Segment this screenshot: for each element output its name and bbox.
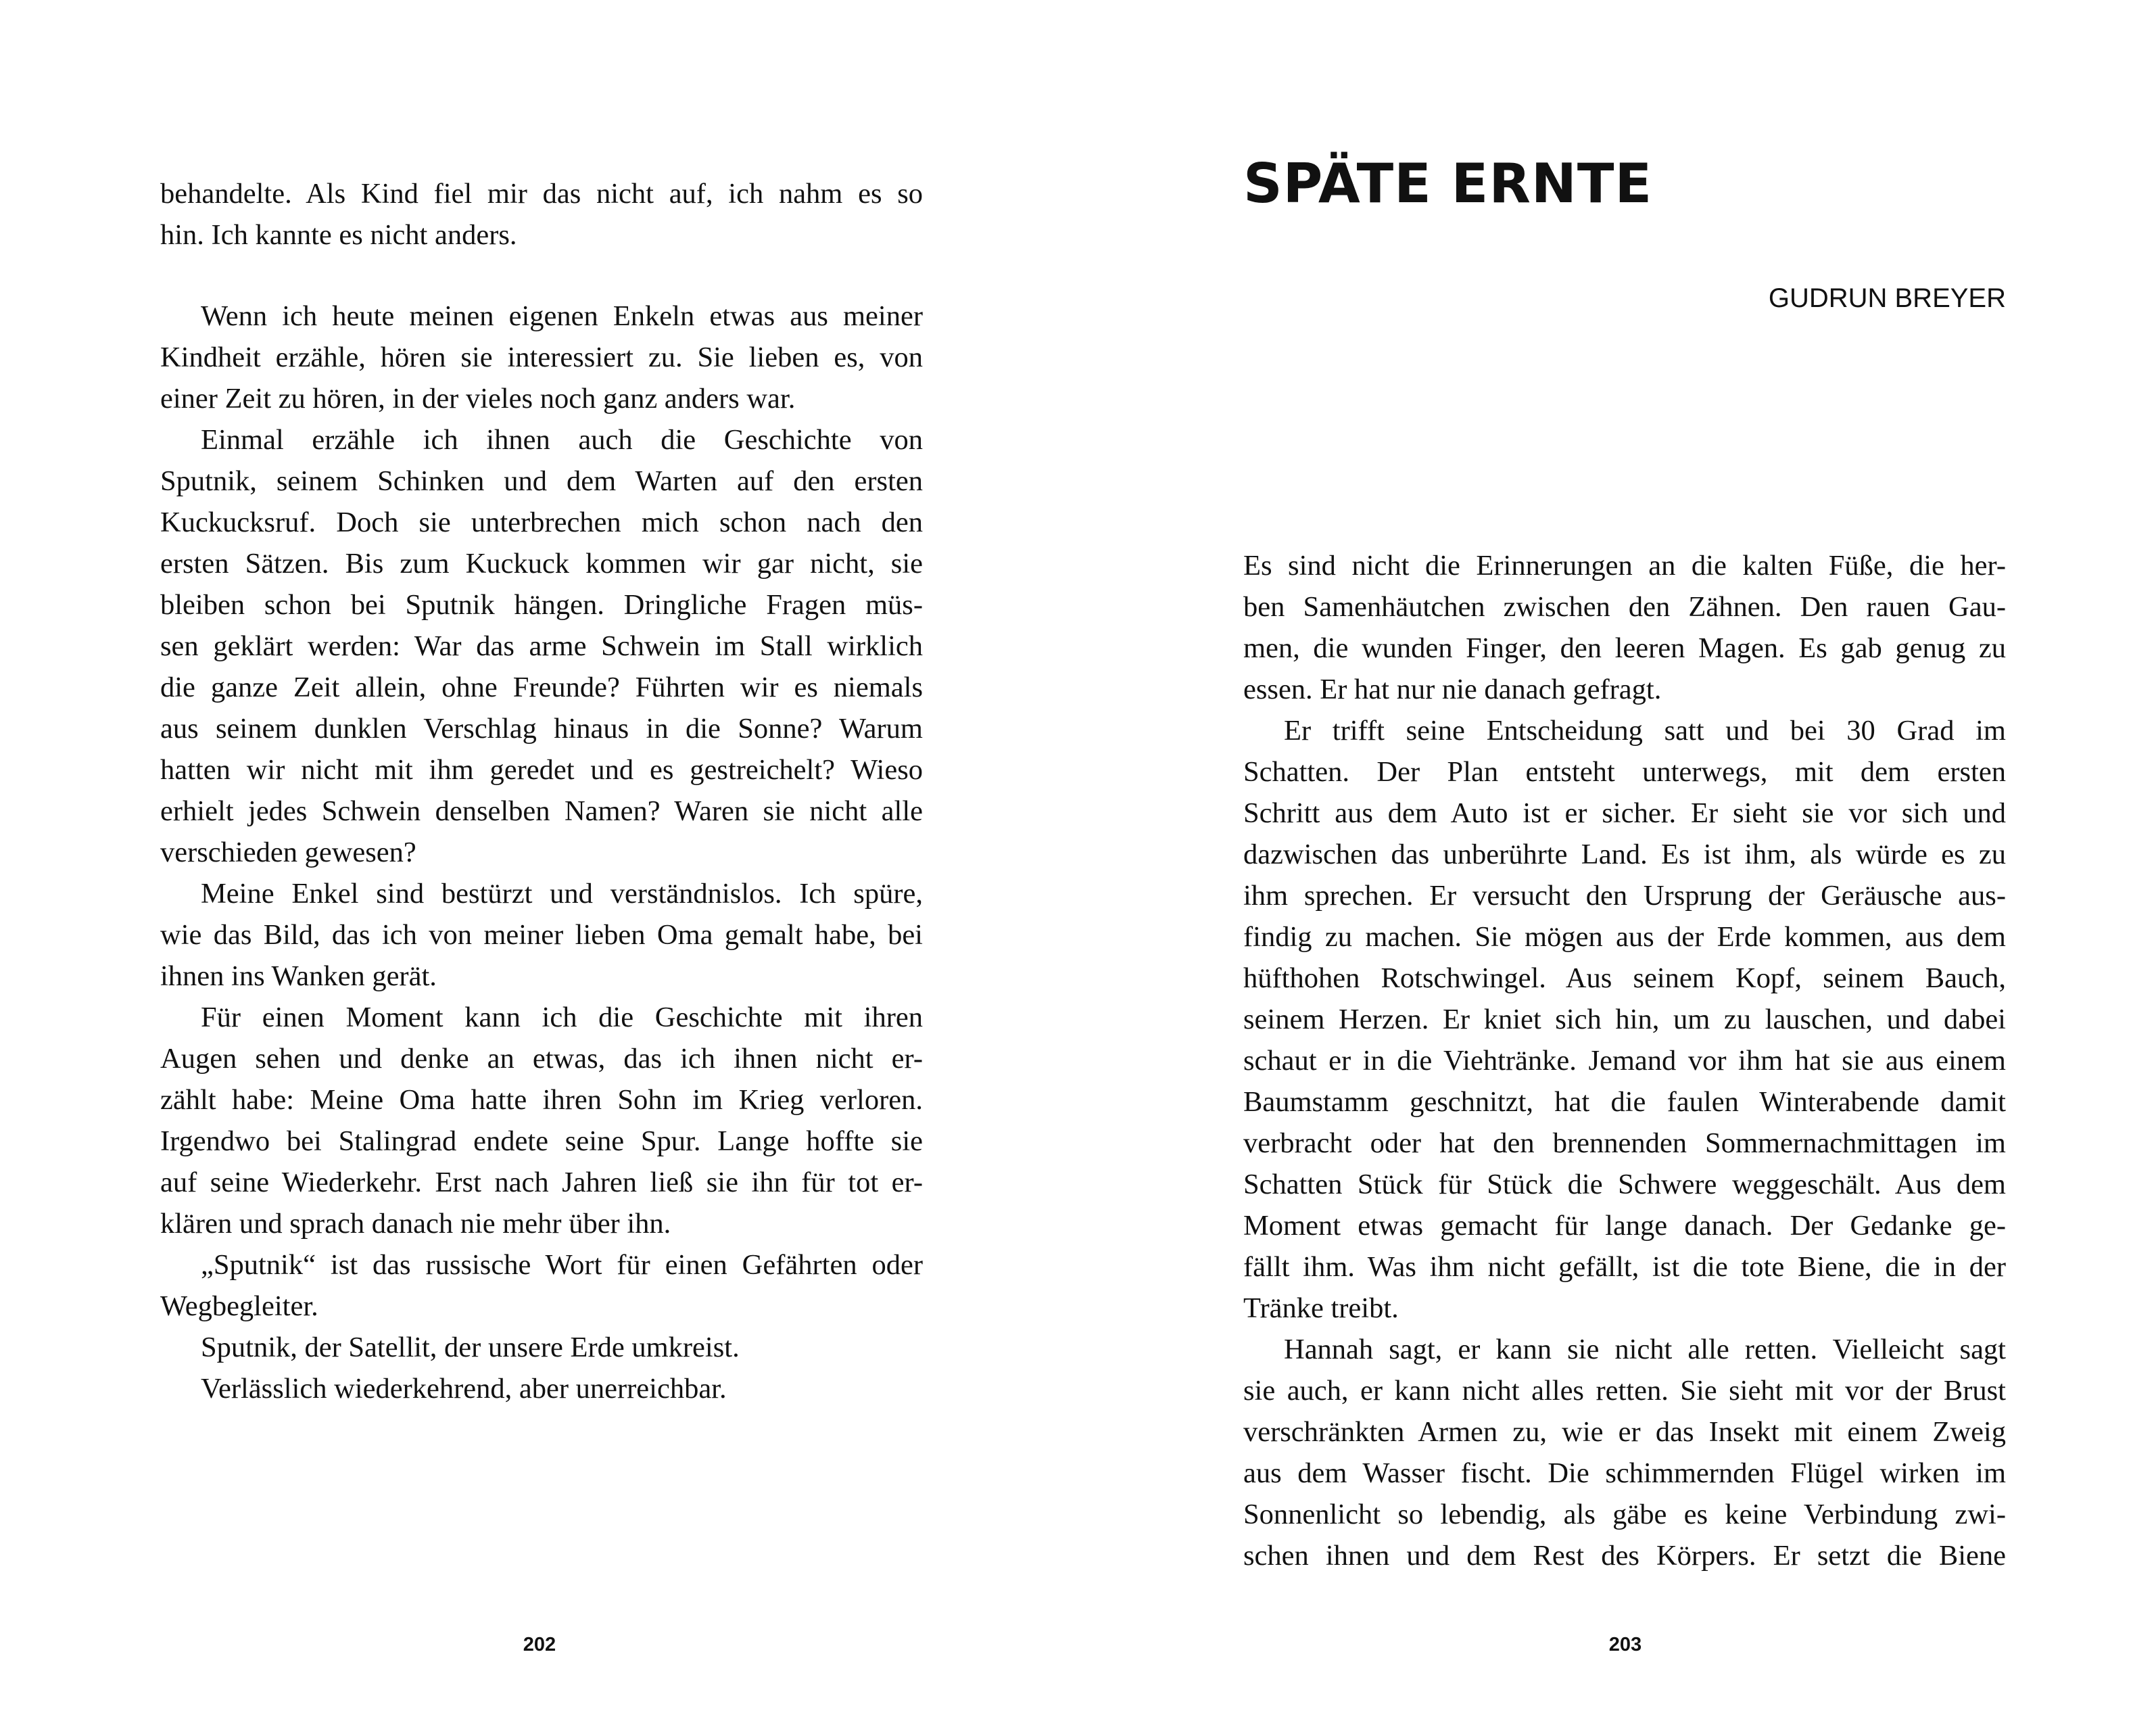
text-line: Sputnik, seinem Schinken und dem Warten auf den ersten — [160, 465, 923, 497]
text-line: schen ihnen und dem Rest des Körpers. Er setzt die Biene — [1243, 1540, 2006, 1572]
text-line: ben Samenhäutchen zwischen den Zähnen. Den rauen Gau- — [1243, 591, 2006, 623]
left-page-body-text — [160, 173, 923, 1409]
text-line: Irgendwo bei Stalingrad endete seine Spur. Lange hoffte sie — [160, 1125, 923, 1157]
text-line: Baumstamm geschnitzt, hat die faulen Winterabende damit — [1243, 1086, 2006, 1118]
text-line: Schatten. Der Plan entsteht unterwegs, mit dem ersten — [1243, 756, 2006, 788]
text-line: Einmal erzähle ich ihnen auch die Geschichte von — [201, 424, 923, 456]
text-line: ihm sprechen. Er versucht den Ursprung der Geräusche aus- — [1243, 880, 2006, 912]
paragraph — [160, 1244, 923, 1327]
text-line: auf seine Wiederkehr. Erst nach Jahren ließ sie ihn für tot er- — [160, 1167, 923, 1198]
section-break — [160, 256, 923, 296]
paragraph — [160, 873, 923, 997]
text-line: Augen sehen und denke an etwas, das ich ihnen nicht er- — [160, 1043, 923, 1075]
text-line: ersten Sätzen. Bis zum Kuckuck kommen wir gar nicht, sie — [160, 548, 923, 580]
paragraph — [160, 1327, 923, 1368]
text-line: Moment etwas gemacht für lange danach. Der Gedanke ge- — [1243, 1210, 2006, 1242]
text-line: erhielt jedes Schwein denselben Namen? Waren sie nicht alle — [160, 795, 923, 827]
paragraph — [1243, 1329, 2006, 1576]
text-line: Kindheit erzähle, hören sie interessiert zu. Sie lieben es, von — [160, 342, 923, 373]
text-line: zählt habe: Meine Oma hatte ihren Sohn im Krieg verloren. — [160, 1084, 923, 1116]
text-line: einer Zeit zu hören, in der vieles noch ganz anders war. — [160, 383, 796, 415]
text-line: „Sputnik“ ist das russische Wort für einen Gefährten oder — [201, 1249, 923, 1281]
text-line: hüfthohen Rotschwingel. Aus seinem Kopf, seinem Bauch, — [1243, 962, 2006, 994]
text-line: hatten wir nicht mit ihm geredet und es gestreichelt? Wieso — [160, 754, 923, 786]
paragraph — [160, 296, 923, 419]
paragraph — [1243, 545, 2006, 710]
chapter-author: GUDRUN BREYER — [1768, 283, 2006, 313]
text-line: Wegbegleiter. — [160, 1290, 318, 1322]
text-line: seinem Herzen. Er kniet sich hin, um zu lauschen, und dabei — [1243, 1004, 2006, 1035]
paragraph — [160, 173, 923, 256]
text-line: schaut er in die Viehtränke. Jemand vor ihm hat sie aus einem — [1243, 1045, 2006, 1077]
paragraph — [160, 997, 923, 1244]
text-line: Für einen Moment kann ich die Geschichte mit ihren — [201, 1002, 923, 1033]
text-line: verbracht oder hat den brennenden Sommernachmittagen im — [1243, 1127, 2006, 1159]
right-page — [1078, 0, 2155, 1717]
text-line: findig zu machen. Sie mögen aus der Erde kommen, aus dem — [1243, 921, 2006, 953]
text-line: Verlässlich wiederkehrend, aber unerreichbar. — [201, 1373, 727, 1405]
text-line: Sputnik, der Satellit, der unsere Erde umkreist. — [201, 1332, 740, 1363]
text-line: Tränke treibt. — [1243, 1292, 1399, 1324]
text-line: behandelte. Als Kind fiel mir das nicht auf, ich nahm es so — [160, 178, 923, 210]
text-line: essen. Er hat nur nie danach gefragt. — [1243, 674, 1662, 705]
text-line: hin. Ich kannte es nicht anders. — [160, 219, 517, 251]
right-page-body-text — [1243, 545, 2006, 1576]
text-line: aus seinem dunklen Verschlag hinaus in die Sonne? Warum — [160, 713, 923, 745]
text-line: Sonnenlicht so lebendig, als gäbe es keine Verbindung zwi- — [1243, 1499, 2006, 1530]
right-page-number: 203 — [1608, 1634, 1642, 1655]
text-line: wie das Bild, das ich von meiner lieben Oma gemalt habe, bei — [160, 919, 923, 951]
text-line: Hannah sagt, er kann sie nicht alle retten. Vielleicht sagt — [1284, 1334, 2006, 1365]
left-page-number: 202 — [523, 1634, 556, 1655]
text-line: sie auch, er kann nicht alles retten. Sie sieht mit vor der Brust — [1243, 1375, 2006, 1407]
text-line: Schritt aus dem Auto ist er sicher. Er sieht sie vor sich und — [1243, 797, 2006, 829]
paragraph — [160, 419, 923, 873]
text-line: Es sind nicht die Erinnerungen an die kalten Füße, die her- — [1243, 550, 2006, 582]
text-line: die ganze Zeit allein, ohne Freunde? Führten wir es niemals — [160, 672, 923, 703]
text-line: klären und sprach danach nie mehr über ihn. — [160, 1208, 671, 1240]
text-line: verschieden gewesen? — [160, 837, 416, 868]
text-line: sen geklärt werden: War das arme Schwein im Stall wirklich — [160, 630, 923, 662]
text-line: dazwischen das unberührte Land. Es ist ihm, als würde es zu — [1243, 839, 2006, 870]
text-line: ihnen ins Wanken gerät. — [160, 960, 437, 992]
text-line: bleiben schon bei Sputnik hängen. Dringliche Fragen müs- — [160, 589, 923, 621]
text-line: Schatten Stück für Stück die Schwere weggeschält. Aus dem — [1243, 1169, 2006, 1200]
text-line: men, die wunden Finger, den leeren Magen. Es gab genug zu — [1243, 632, 2006, 664]
text-line: Wenn ich heute meinen eigenen Enkeln etwas aus meiner — [201, 300, 923, 332]
text-line: Er trifft seine Entscheidung satt und bei 30 Grad im — [1284, 715, 2006, 747]
chapter-title: SPÄTE ERNTE — [1243, 152, 1653, 215]
text-line: verschränkten Armen zu, wie er das Insekt mit einem Zweig — [1243, 1416, 2006, 1448]
text-line: fällt ihm. Was ihm nicht gefällt, ist die tote Biene, die in der — [1243, 1251, 2006, 1283]
paragraph — [1243, 710, 2006, 1329]
text-line: Meine Enkel sind bestürzt und verständnislos. Ich spüre, — [201, 878, 923, 910]
paragraph — [160, 1368, 923, 1409]
text-line: Kuckucksruf. Doch sie unterbrechen mich schon nach den — [160, 507, 923, 538]
text-line: aus dem Wasser fischt. Die schimmernden Flügel wirken im — [1243, 1457, 2006, 1489]
